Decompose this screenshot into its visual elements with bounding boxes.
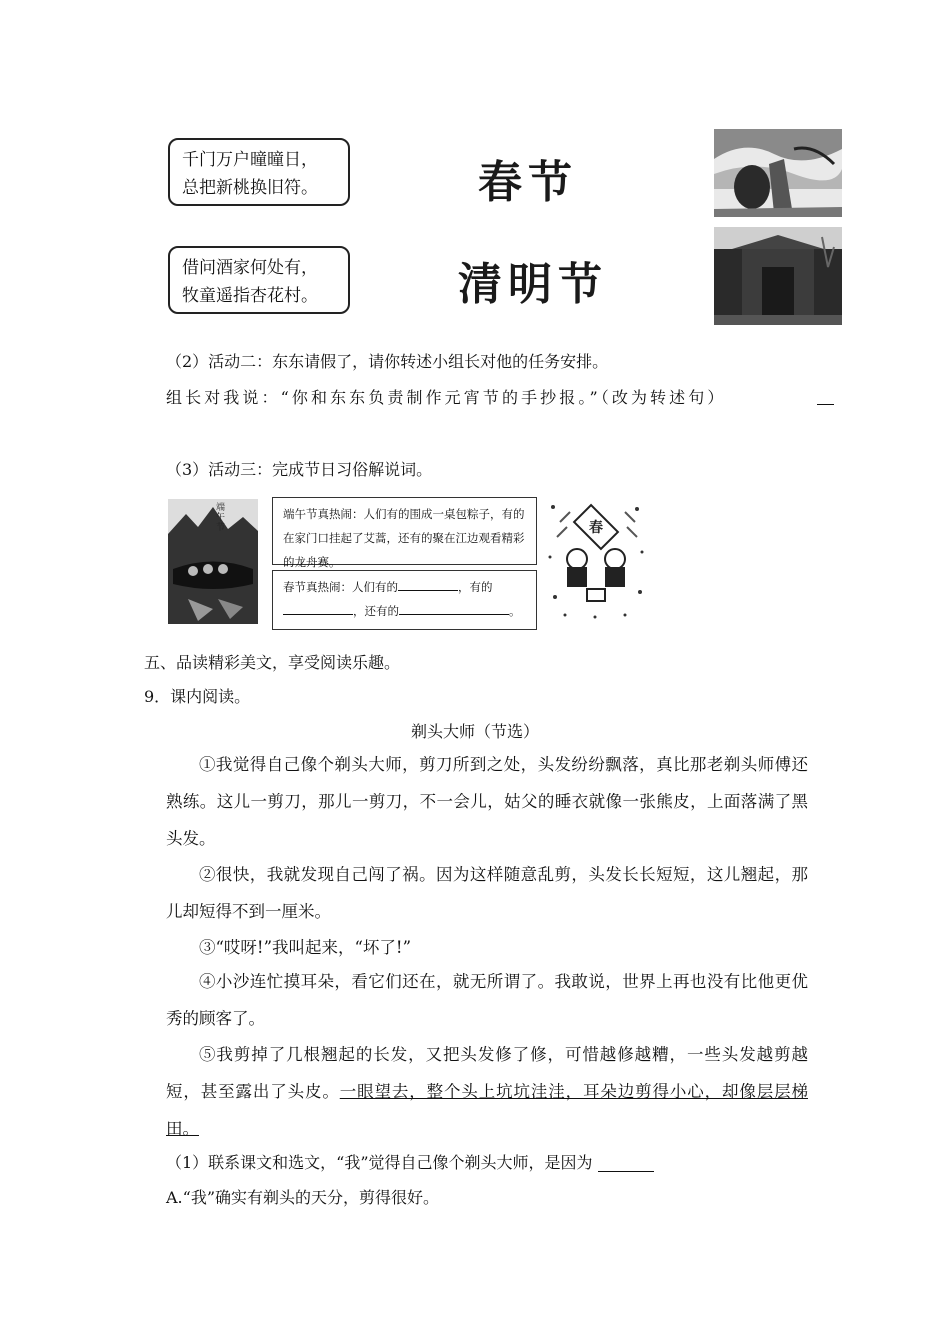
spring-festival-image xyxy=(545,497,647,622)
poem-box-qingming xyxy=(168,246,350,314)
chunjie-blank-2[interactable] xyxy=(283,614,353,615)
duanwu-text: 端午节真热闹：人们有的围成一桌包粽子，有的在家门口挂起了艾蒿，还有的聚在江边观看精彩的龙舟赛。 xyxy=(283,507,525,569)
q9-heading: 9．课内阅读。 xyxy=(144,687,251,706)
option-a[interactable]: A.“我”确实有剃头的天分，剪得很好。 xyxy=(166,1188,440,1207)
article-paragraph-5 xyxy=(166,1036,808,1147)
activity2-title: （2）活动二：东东请假了，请你转述小组长对他的任务安排。 xyxy=(166,352,609,371)
chunjie-bubble xyxy=(272,570,537,630)
chunjie-blank-3[interactable] xyxy=(399,614,509,615)
chunjie-text-3: ，还有的 xyxy=(353,604,399,618)
underlined-sentence: 一眼望去，整个头上坑坑洼洼，耳朵边剪得小心，却像层层梯田。 xyxy=(166,1082,808,1138)
poem-line: 千门万户曈曈日， xyxy=(182,150,318,170)
answer-blank[interactable] xyxy=(817,404,834,405)
poem-line: 总把新桃换旧符。 xyxy=(182,178,318,198)
article-paragraph-2: ②很快，我就发现自己闯了祸。因为这样随意乱剪，头发长长短短，这儿翘起，那儿却短得不到一厘米。 xyxy=(166,865,808,921)
poem-line: 借问酒家何处有， xyxy=(182,258,318,278)
section5-heading: 五、品读精彩美文，享受阅读乐趣。 xyxy=(144,653,401,672)
article-paragraph-4: ④小沙连忙摸耳朵，看它们还在，就无所谓了。我敢说，世界上再也没有比他更优秀的顾客了。 xyxy=(166,972,808,1028)
chunjie-text-2: ，有的 xyxy=(458,580,493,594)
article-title: 剃头大师（节选） xyxy=(410,722,539,741)
festival-spring: 春节 xyxy=(478,157,578,208)
article-paragraph-3: ③“哎呀!”我叫起来，“坏了!” xyxy=(199,938,412,957)
q9-1-question xyxy=(166,1151,654,1175)
dark-house-image xyxy=(714,227,842,325)
article-paragraph-1: ①我觉得自己像个剃头大师，剪刀所到之处，头发纷纷飘落，真比那老剃头师傅还熟练。这儿一剪刀，那儿一剪刀，不一会儿，姑父的睡衣就像一张熊皮，上面落满了黑头发。 xyxy=(166,755,808,848)
q9-1-text: （1）联系课文和选文，“我”觉得自己像个剃头大师，是因为 xyxy=(166,1153,593,1172)
q9-1-blank[interactable] xyxy=(598,1171,654,1172)
poem-line: 牧童遥指杏花村。 xyxy=(182,286,318,306)
chunjie-blank-1[interactable] xyxy=(398,590,458,591)
chunjie-text-1: 春节真热闹：人们有的 xyxy=(283,580,398,594)
activity2-prompt: 组长对我说：“你和东东负责制作元宵节的手抄报。”（改为转述句） xyxy=(166,388,727,407)
chunjie-end: 。 xyxy=(509,604,521,618)
dragon-boat-image xyxy=(168,499,258,624)
festival-qingming: 清明节 xyxy=(458,259,608,310)
ink-painting-image xyxy=(714,129,842,217)
paragraph-5-text: ⑤我剪掉了几根翘起的长发，又把头发修了修，可惜越修越糟，一些头发越剪越短，甚至露出了头皮。 xyxy=(166,1045,808,1101)
duanwu-label: 端午节 xyxy=(216,503,226,533)
duanwu-bubble xyxy=(272,497,537,569)
activity3-title: （3）活动三：完成节日习俗解说词。 xyxy=(166,460,433,479)
poem-box-spring xyxy=(168,138,350,206)
chun-character: 春 xyxy=(589,520,603,536)
